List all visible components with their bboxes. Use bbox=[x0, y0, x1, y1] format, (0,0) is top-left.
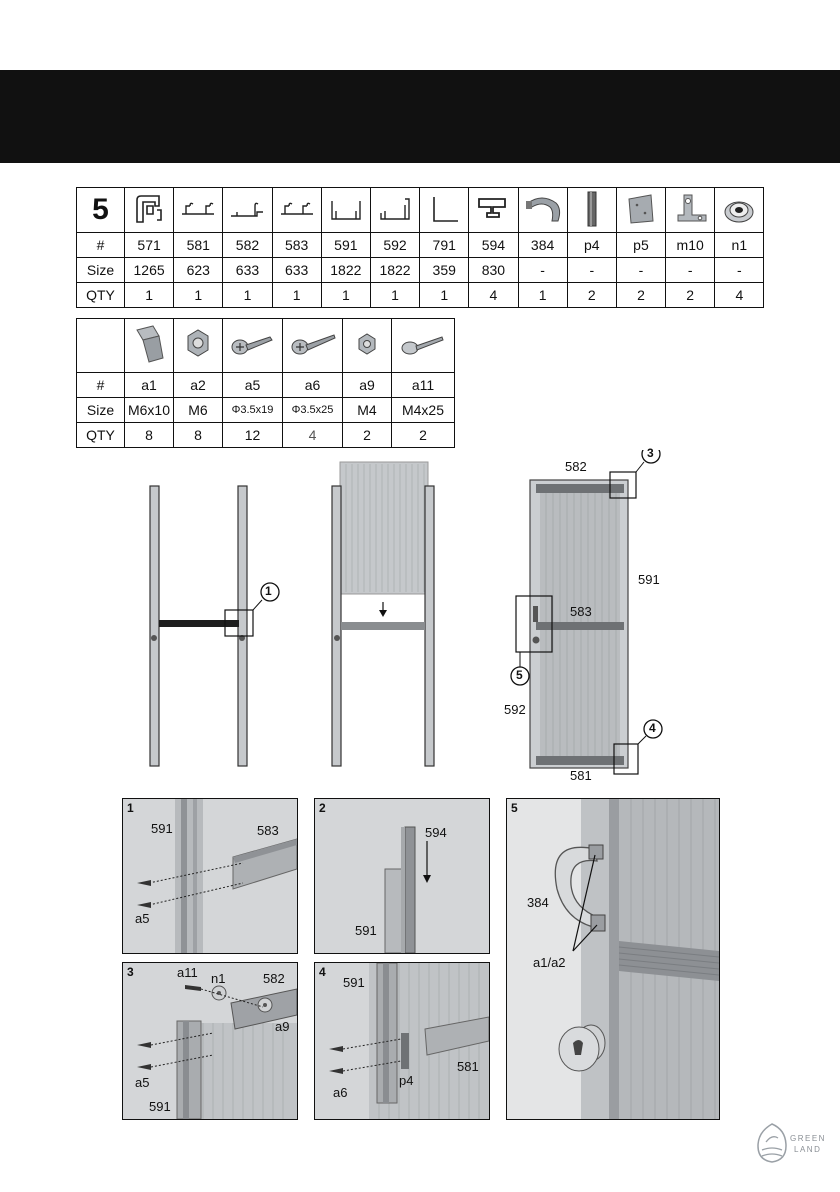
detail-number: 4 bbox=[319, 965, 326, 979]
door-label-right: 591 bbox=[638, 572, 660, 587]
detail-3-label-591: 591 bbox=[149, 1099, 171, 1114]
detail-4-label-591: 591 bbox=[343, 975, 365, 990]
detail-number: 1 bbox=[127, 801, 134, 815]
door-label-top: 582 bbox=[565, 459, 587, 474]
part-id: a1 bbox=[125, 373, 174, 398]
part-qty: 4 bbox=[715, 283, 764, 308]
part-size: Φ3.5x19 bbox=[223, 398, 283, 423]
part-id: 583 bbox=[272, 233, 321, 258]
part-qty: 4 bbox=[283, 423, 343, 448]
channel-profile-icon bbox=[321, 188, 370, 233]
part-qty: 8 bbox=[174, 423, 223, 448]
nut-icon bbox=[174, 319, 223, 373]
bolt-icon bbox=[125, 319, 174, 373]
part-size: 633 bbox=[223, 258, 272, 283]
clip-profile-icon bbox=[469, 188, 518, 233]
part-size: 830 bbox=[469, 258, 518, 283]
detail-1-label-a5: a5 bbox=[135, 911, 150, 926]
row-label-size: Size bbox=[77, 258, 125, 283]
part-id: a11 bbox=[392, 373, 455, 398]
part-qty: 1 bbox=[272, 283, 321, 308]
part-size: - bbox=[616, 258, 665, 283]
part-qty: 8 bbox=[125, 423, 174, 448]
callout-3: 3 bbox=[647, 446, 654, 460]
rail-profile-icon bbox=[272, 188, 321, 233]
part-size: 633 bbox=[272, 258, 321, 283]
part-size: - bbox=[666, 258, 715, 283]
parts-table-profiles bbox=[76, 187, 764, 308]
part-id: p5 bbox=[616, 233, 665, 258]
part-id: a6 bbox=[283, 373, 343, 398]
detail-4-label-p4: p4 bbox=[399, 1073, 414, 1088]
detail-3-label-a9: a9 bbox=[275, 1019, 290, 1034]
detail-4-label-a6: a6 bbox=[333, 1085, 348, 1100]
part-id: 594 bbox=[469, 233, 518, 258]
part-qty: 1 bbox=[125, 283, 174, 308]
plate-icon bbox=[616, 188, 665, 233]
part-qty: 1 bbox=[321, 283, 370, 308]
handle-icon bbox=[518, 188, 567, 233]
posts-with-rail-figure bbox=[150, 486, 279, 766]
assembly-overview-illustration bbox=[0, 450, 840, 790]
channel-profile-icon bbox=[370, 188, 419, 233]
part-qty: 1 bbox=[174, 283, 223, 308]
part-size: M4 bbox=[343, 398, 392, 423]
machine-screw-icon bbox=[392, 319, 455, 373]
rail-profile-icon bbox=[223, 188, 272, 233]
row-label-qty: QTY bbox=[77, 283, 125, 308]
strip-icon bbox=[567, 188, 616, 233]
row-label-qty: QTY bbox=[77, 423, 125, 448]
part-id: m10 bbox=[666, 233, 715, 258]
part-id: n1 bbox=[715, 233, 764, 258]
part-qty: 1 bbox=[420, 283, 469, 308]
part-qty: 2 bbox=[666, 283, 715, 308]
detail-number: 3 bbox=[127, 965, 134, 979]
screw-icon bbox=[223, 319, 283, 373]
detail-3-label-582: 582 bbox=[263, 971, 285, 986]
step-number: 5 bbox=[77, 188, 125, 233]
detail-panel-5 bbox=[506, 798, 720, 1120]
detail-panel-4 bbox=[314, 962, 490, 1120]
row-label-id: # bbox=[77, 233, 125, 258]
part-qty: 1 bbox=[223, 283, 272, 308]
part-qty: 2 bbox=[616, 283, 665, 308]
brand-logo bbox=[752, 1120, 832, 1170]
parts-table-hardware bbox=[76, 318, 455, 448]
part-size: - bbox=[715, 258, 764, 283]
part-qty: 2 bbox=[392, 423, 455, 448]
detail-panel-3 bbox=[122, 962, 298, 1120]
detail-1-label-583: 583 bbox=[257, 823, 279, 838]
part-qty: 1 bbox=[518, 283, 567, 308]
part-id: 582 bbox=[223, 233, 272, 258]
part-size: 1822 bbox=[370, 258, 419, 283]
part-size: - bbox=[567, 258, 616, 283]
detail-2-label-594: 594 bbox=[425, 825, 447, 840]
detail-2-label-591: 591 bbox=[355, 923, 377, 938]
detail-2-illustration bbox=[315, 799, 489, 953]
part-qty: 2 bbox=[567, 283, 616, 308]
small-nut-icon bbox=[343, 319, 392, 373]
detail-3-illustration bbox=[123, 963, 297, 1119]
part-id: 791 bbox=[420, 233, 469, 258]
detail-3-label-n1: n1 bbox=[211, 971, 226, 986]
detail-3-label-a11: a11 bbox=[177, 965, 198, 980]
row-label-size: Size bbox=[77, 398, 125, 423]
washer-icon bbox=[715, 188, 764, 233]
logo-text-green: GREEN bbox=[790, 1134, 826, 1143]
part-size: M4x25 bbox=[392, 398, 455, 423]
part-qty: 4 bbox=[469, 283, 518, 308]
screw-icon bbox=[283, 319, 343, 373]
corner-profile-icon bbox=[125, 188, 174, 233]
part-id: a2 bbox=[174, 373, 223, 398]
panel-insertion-figure bbox=[332, 462, 434, 766]
detail-number: 2 bbox=[319, 801, 326, 815]
bracket-icon bbox=[666, 188, 715, 233]
part-id: 581 bbox=[174, 233, 223, 258]
door-label-left: 592 bbox=[504, 702, 526, 717]
detail-5-label-384: 384 bbox=[527, 895, 549, 910]
detail-3-label-a5: a5 bbox=[135, 1075, 150, 1090]
part-size: - bbox=[518, 258, 567, 283]
part-id: p4 bbox=[567, 233, 616, 258]
part-id: 384 bbox=[518, 233, 567, 258]
part-size: 623 bbox=[174, 258, 223, 283]
detail-1-label-591: 591 bbox=[151, 821, 173, 836]
part-id: 592 bbox=[370, 233, 419, 258]
part-id: 591 bbox=[321, 233, 370, 258]
callout-4: 4 bbox=[649, 721, 656, 735]
part-size: M6x10 bbox=[125, 398, 174, 423]
callout-5: 5 bbox=[516, 668, 523, 682]
part-size: 1265 bbox=[125, 258, 174, 283]
part-size: Φ3.5x25 bbox=[283, 398, 343, 423]
part-size: 1822 bbox=[321, 258, 370, 283]
part-size: M6 bbox=[174, 398, 223, 423]
door-label-middle: 583 bbox=[570, 604, 592, 619]
detail-number: 5 bbox=[511, 801, 518, 815]
part-id: 571 bbox=[125, 233, 174, 258]
header-banner bbox=[0, 70, 840, 163]
detail-4-label-581: 581 bbox=[457, 1059, 479, 1074]
part-id: a5 bbox=[223, 373, 283, 398]
callout-1: 1 bbox=[265, 584, 272, 598]
leaf-logo-icon bbox=[752, 1120, 792, 1166]
part-qty: 1 bbox=[370, 283, 419, 308]
part-size: 359 bbox=[420, 258, 469, 283]
part-qty: 12 bbox=[223, 423, 283, 448]
logo-text-land: LAND bbox=[794, 1145, 822, 1154]
part-id: a9 bbox=[343, 373, 392, 398]
detail-panel-1 bbox=[122, 798, 298, 954]
door-label-bottom: 581 bbox=[570, 768, 592, 783]
row-label-id: # bbox=[77, 373, 125, 398]
empty-header-cell bbox=[77, 319, 125, 373]
rail-profile-icon bbox=[174, 188, 223, 233]
angle-profile-icon bbox=[420, 188, 469, 233]
detail-panel-2 bbox=[314, 798, 490, 954]
detail-5-label-a1-a2: a1/a2 bbox=[533, 955, 566, 970]
part-qty: 2 bbox=[343, 423, 392, 448]
